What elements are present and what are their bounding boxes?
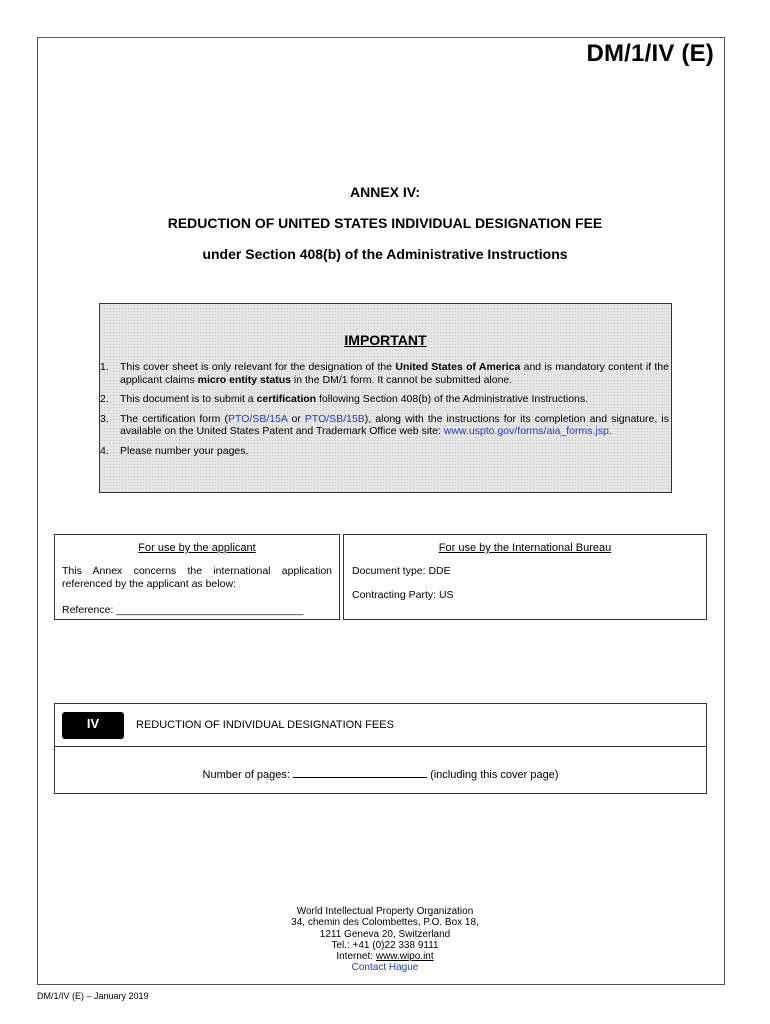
list-item: [100, 393, 671, 406]
document-date: DM/1/IV (E) – January 2019: [37, 991, 149, 1001]
important-list: [100, 361, 671, 464]
item-number: 2.: [100, 393, 109, 405]
item-text: or: [287, 412, 305, 425]
contracting-party: Contracting Party: US: [352, 589, 454, 601]
item-number: 4.: [100, 444, 109, 457]
pages-label: Number of pages:: [202, 769, 290, 781]
item-bold-text: United States of America: [395, 361, 521, 373]
wipo-link[interactable]: www.wipo.int: [375, 951, 434, 963]
footer-address-1: 34, chemin des Colombettes, P.O. Box 18,: [291, 917, 479, 929]
item-text: in the DM/1 form. It cannot be submitted alone.: [290, 373, 513, 386]
item-text: ), along with the instructions for its completion and signature, is available on the United States Patent and Trademark Office web site:: [120, 412, 669, 437]
section-divider: [55, 746, 706, 747]
pages-field[interactable]: [293, 767, 427, 778]
section-label: REDUCTION OF INDIVIDUAL DESIGNATION FEES: [136, 719, 394, 731]
item-bold-text: micro entity status: [197, 373, 291, 386]
link-pto-sb-15a[interactable]: PTO/SB/15A: [228, 412, 288, 425]
footer-internet-row: [0, 951, 770, 962]
footer: [0, 906, 770, 974]
ib-box-heading: For use by the International Bureau: [438, 542, 612, 554]
list-item: [100, 361, 671, 386]
reference-field[interactable]: ________________________________: [116, 604, 304, 616]
list-item: [100, 445, 671, 458]
internet-label: Internet:: [336, 951, 374, 963]
reference-row: [62, 604, 303, 617]
item-text: The certification form (: [120, 412, 228, 425]
item-number: 3.: [100, 412, 109, 425]
pages-suffix: (including this cover page): [430, 769, 559, 781]
footer-org: World Intellectual Property Organization: [296, 906, 474, 917]
footer-tel: Tel.: +41 (0)22 338 9111: [331, 939, 439, 951]
list-item: [100, 413, 671, 438]
footer-address-2: 1211 Geneva 20, Switzerland: [319, 928, 451, 940]
annex-section-reference: under Section 408(b) of the Administrative Instructions: [202, 246, 568, 262]
applicant-box-heading: For use by the applicant: [138, 542, 256, 554]
item-text: This cover sheet is only relevant for the designation of the: [120, 361, 396, 373]
page-frame: [37, 37, 725, 985]
applicant-box-text: This Annex concerns the international application referenced by the applicant as below:: [62, 565, 332, 590]
item-text: following Section 408(b) of the Administrative Instructions.: [316, 393, 589, 405]
important-box: [99, 303, 672, 493]
item-text: .: [608, 425, 612, 437]
item-text: and is mandatory content if the applicant claims: [120, 361, 669, 386]
section-box: [54, 703, 707, 794]
reference-label: Reference:: [62, 604, 114, 616]
link-pto-sb-15b[interactable]: PTO/SB/15B: [304, 412, 365, 425]
item-text: This document is to submit a: [120, 393, 257, 405]
applicant-box: [54, 534, 340, 620]
important-heading: IMPORTANT: [344, 332, 427, 348]
contact-hague-link[interactable]: Contact Hague: [351, 962, 419, 974]
annex-subtitle: REDUCTION OF UNITED STATES INDIVIDUAL DESIGNATION FEE: [167, 215, 603, 231]
item-text: Please number your pages.: [120, 444, 249, 457]
international-bureau-box: [343, 534, 707, 620]
document-type: Document type: DDE: [352, 565, 451, 577]
annex-title: ANNEX IV:: [349, 184, 420, 200]
link-uspto-forms[interactable]: www.uspto.gov/forms/aia_forms.jsp: [443, 425, 609, 437]
item-number: 1.: [100, 361, 109, 373]
item-bold-text: certification: [256, 393, 317, 405]
number-of-pages-row: [55, 767, 706, 781]
section-badge: IV: [62, 712, 124, 739]
form-code: DM/1/IV (E): [586, 40, 714, 67]
